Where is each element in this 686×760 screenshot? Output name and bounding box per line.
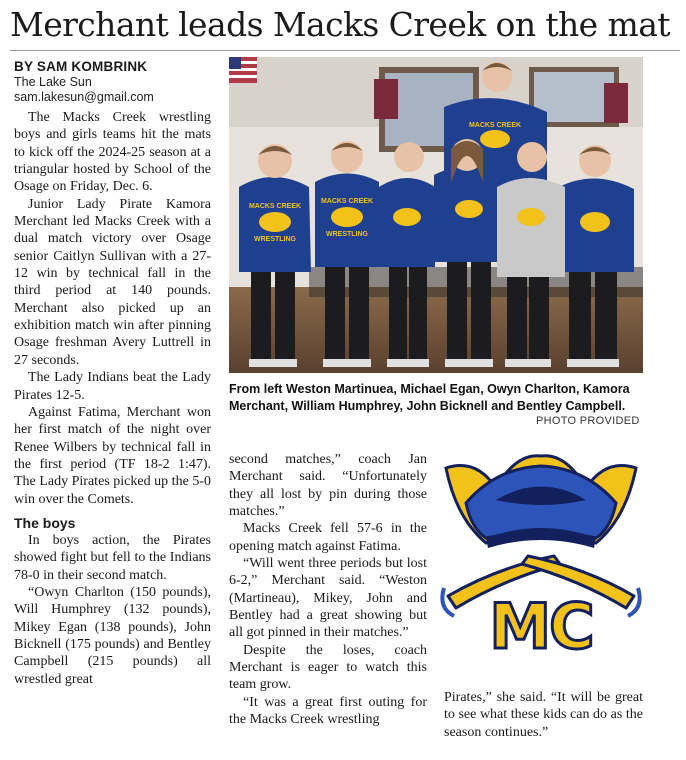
column-3: [444, 689, 643, 741]
column-2: [229, 451, 427, 729]
team-photo-image: [229, 57, 643, 373]
shirt-subtext: WRESTLING: [254, 236, 296, 243]
pirate-hat-swords-icon: [436, 448, 646, 658]
paragraph: Macks Creek fell 57-6 in the opening match against Fatima.: [229, 521, 427, 554]
logo-letters: MC: [489, 590, 593, 658]
paragraph: “It was a great first outing for the Macks Creek wrestling: [229, 694, 427, 728]
paragraph: “Owyn Charlton (150 pounds), Will Humphrey (132 pounds), Mikey Egan (138 pounds), John Bicknell (175 pounds) and Bentley Campbell (215 pounds) all wrestled great: [14, 584, 211, 687]
shirt-subtext: WRESTLING: [326, 231, 368, 238]
photo-credit: PHOTO PROVIDED: [536, 415, 640, 427]
column-1: [14, 59, 211, 688]
paragraph: The Lady Indians beat the Lady Pirates 12-5.: [14, 370, 211, 403]
shirt-text: MACKS CREEK: [320, 198, 374, 205]
photo-caption: From left Weston Martinuea, Michael Egan, Owyn Charlton, Kamora Merchant, William Humphrey, John Bicknell and Bentley Campbell.: [229, 382, 630, 413]
paragraph: Against Fatima, Merchant won her first match of the night over Renee Wilbers by technical fall in the first period (TF 18-2 1:47). The Lady Pirates picked up the 5-0 win over the Comets.: [14, 404, 211, 507]
paragraph: Junior Lady Pirate Kamora Merchant led Macks Creek with a dual match victory over Osage senior Caitlyn Sullivan with a 27-12 win by technical fall in the third period at 140 pounds. Merchant also picked up an exhibition match win after pinning Osage freshman Avery Luttrell in 27 seconds.: [14, 196, 211, 368]
paragraph: Pirates,” she said. “It will be great to see what these kids can do as the season continues.”: [444, 690, 643, 740]
paragraph: The Macks Creek wrestling boys and girls teams hit the mats to kick off the 2024-25 season at a triangular hosted by School of the Osage on Friday, Dec. 6.: [14, 110, 211, 195]
byline: BY SAM KOMBRINK: [14, 59, 148, 74]
shirt-text: MACKS CREEK: [468, 122, 522, 129]
paragraph: second matches,” coach Jan Merchant said. “Unfortunately they all lost by pin during those matches.”: [229, 452, 427, 520]
headline: Merchant leads Macks Creek on the mat: [10, 5, 670, 44]
headline-rule: [10, 50, 680, 51]
shirt-text: MACKS CREEK: [248, 203, 302, 210]
team-photo: [229, 57, 643, 373]
paragraph: “Will went three periods but lost 6-2,” Merchant said. “Weston (Martineau), Mikey, John and Bentley had a great showing but all got pinned in their matches.”: [229, 556, 427, 641]
paragraph: In boys action, the Pirates showed fight but fell to the Indians 78-0 in their second match.: [14, 532, 211, 583]
subhead-the-boys: The boys: [14, 514, 76, 531]
outlet: The Lake Sun: [14, 75, 92, 89]
author-email[interactable]: sam.lakesun@gmail.com: [14, 90, 154, 104]
paragraph: Despite the loses, coach Merchant is eager to watch this team grow.: [229, 642, 427, 693]
macks-creek-pirates-logo: [436, 448, 646, 658]
